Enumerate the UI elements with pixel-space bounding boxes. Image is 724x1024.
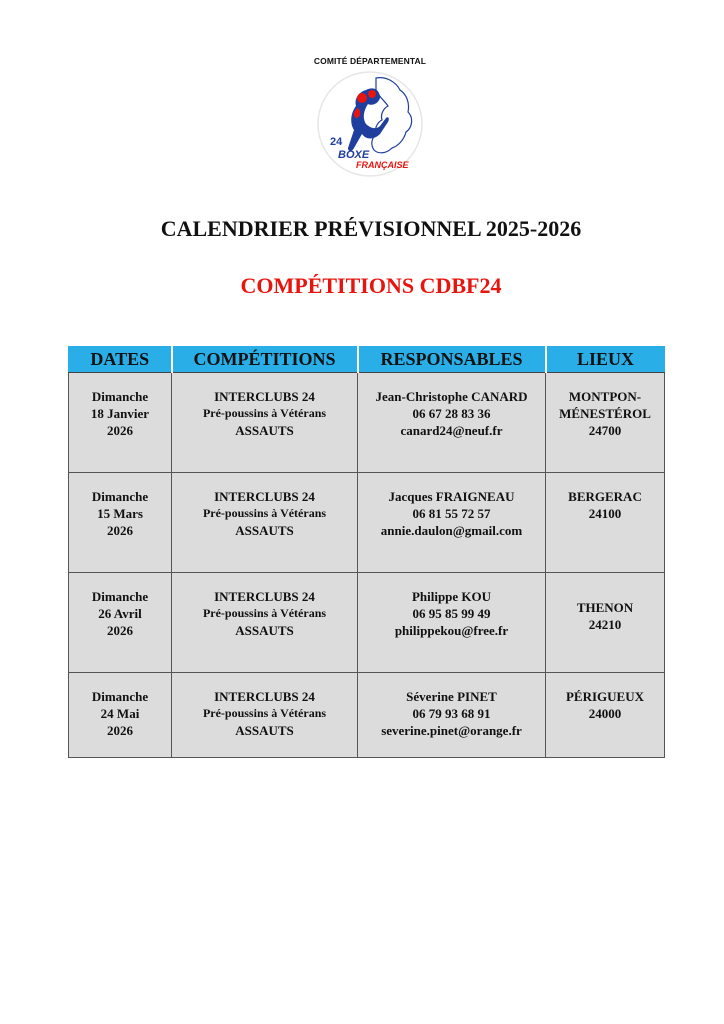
date-day: Dimanche (91, 589, 149, 604)
lieu-postcode: 24700 (588, 423, 622, 438)
responsable-cell (358, 473, 546, 573)
competition-name: INTERCLUBS 24 (214, 389, 315, 404)
competition-type: ASSAUTS (235, 623, 294, 638)
lieu-line: THENON (576, 599, 634, 615)
lieu-postcode: 24100 (588, 506, 622, 521)
date-day: Dimanche (91, 489, 149, 504)
responsable-phone: 06 81 55 72 57 (412, 506, 491, 521)
date-day-month: 26 Avril (98, 606, 142, 621)
date-day-month: 24 Mai (100, 706, 140, 721)
competition-calendar-table (68, 346, 665, 758)
date-cell (69, 473, 172, 573)
responsable-name: Séverine PINET (406, 689, 497, 704)
header-dates: DATES (69, 346, 172, 373)
lieu-cell (546, 373, 665, 473)
date-year: 2026 (107, 623, 133, 638)
date-year: 2026 (107, 723, 133, 738)
date-year: 2026 (107, 523, 133, 538)
competition-category: Pré-poussins à Vétérans (202, 706, 327, 720)
logo-word-boxe: BOXE (338, 149, 370, 161)
lieu-cell (546, 473, 665, 573)
responsable-name: Jacques FRAIGNEAU (388, 489, 515, 504)
responsable-phone: 06 67 28 83 36 (412, 406, 491, 421)
competition-cell (172, 373, 358, 473)
lieu-cell (546, 573, 665, 673)
competition-cell (172, 573, 358, 673)
competition-name: INTERCLUBS 24 (214, 689, 315, 704)
header-lieux: LIEUX (546, 346, 665, 373)
lieu-line: MÉNESTÉROL (559, 406, 651, 421)
page-title: CALENDRIER PRÉVISIONNEL 2025-2026 (160, 216, 582, 241)
competition-type: ASSAUTS (235, 523, 294, 538)
responsable-phone: 06 79 93 68 91 (412, 706, 491, 721)
header-competitions: COMPÉTITIONS (172, 346, 358, 373)
competition-type: ASSAUTS (235, 423, 294, 438)
responsable-cell (358, 573, 546, 673)
lieu-cell (546, 673, 665, 758)
date-day: Dimanche (91, 689, 149, 704)
date-day: Dimanche (91, 389, 149, 404)
logo-org-label: COMITÉ DÉPARTEMENTAL (313, 56, 427, 66)
responsable-name: Jean-Christophe CANARD (375, 389, 528, 404)
logo-number: 24 (330, 136, 343, 148)
competition-category: Pré-poussins à Vétérans (202, 406, 327, 420)
table-row (69, 573, 665, 673)
date-cell (69, 573, 172, 673)
lieu-postcode: 24210 (588, 616, 622, 632)
page-subtitle: COMPÉTITIONS CDBF24 (240, 273, 502, 298)
competition-name: INTERCLUBS 24 (214, 489, 315, 504)
responsable-email: philippekou@free.fr (394, 623, 509, 638)
lieu-line: MONTPON- (568, 389, 642, 404)
responsable-cell (358, 673, 546, 758)
date-cell (69, 673, 172, 758)
boxing-emblem-icon (314, 68, 426, 180)
logo-word-francaise: FRANÇAISE (356, 160, 409, 170)
responsable-email: canard24@neuf.fr (400, 423, 503, 438)
table-row (69, 673, 665, 758)
committee-logo (300, 56, 440, 180)
table-header-row (69, 346, 665, 373)
competition-name: INTERCLUBS 24 (214, 589, 315, 604)
competition-category: Pré-poussins à Vétérans (202, 506, 327, 520)
date-year: 2026 (107, 423, 133, 438)
table-row (69, 473, 665, 573)
date-cell (69, 373, 172, 473)
responsable-name: Philippe KOU (411, 589, 492, 604)
responsable-email: annie.daulon@gmail.com (380, 523, 523, 538)
date-day-month: 18 Janvier (90, 406, 150, 421)
header-responsables: RESPONSABLES (358, 346, 546, 373)
lieu-line: PÉRIGUEUX (565, 689, 644, 704)
responsable-cell (358, 373, 546, 473)
competition-cell (172, 473, 358, 573)
competition-type: ASSAUTS (235, 723, 294, 738)
lieu-line: BERGERAC (568, 489, 642, 504)
responsable-phone: 06 95 85 99 49 (412, 606, 491, 621)
competition-category: Pré-poussins à Vétérans (202, 606, 327, 620)
table-row (69, 373, 665, 473)
responsable-email: severine.pinet@orange.fr (381, 723, 522, 738)
competition-cell (172, 673, 358, 758)
lieu-postcode: 24000 (588, 706, 622, 721)
date-day-month: 15 Mars (97, 506, 143, 521)
